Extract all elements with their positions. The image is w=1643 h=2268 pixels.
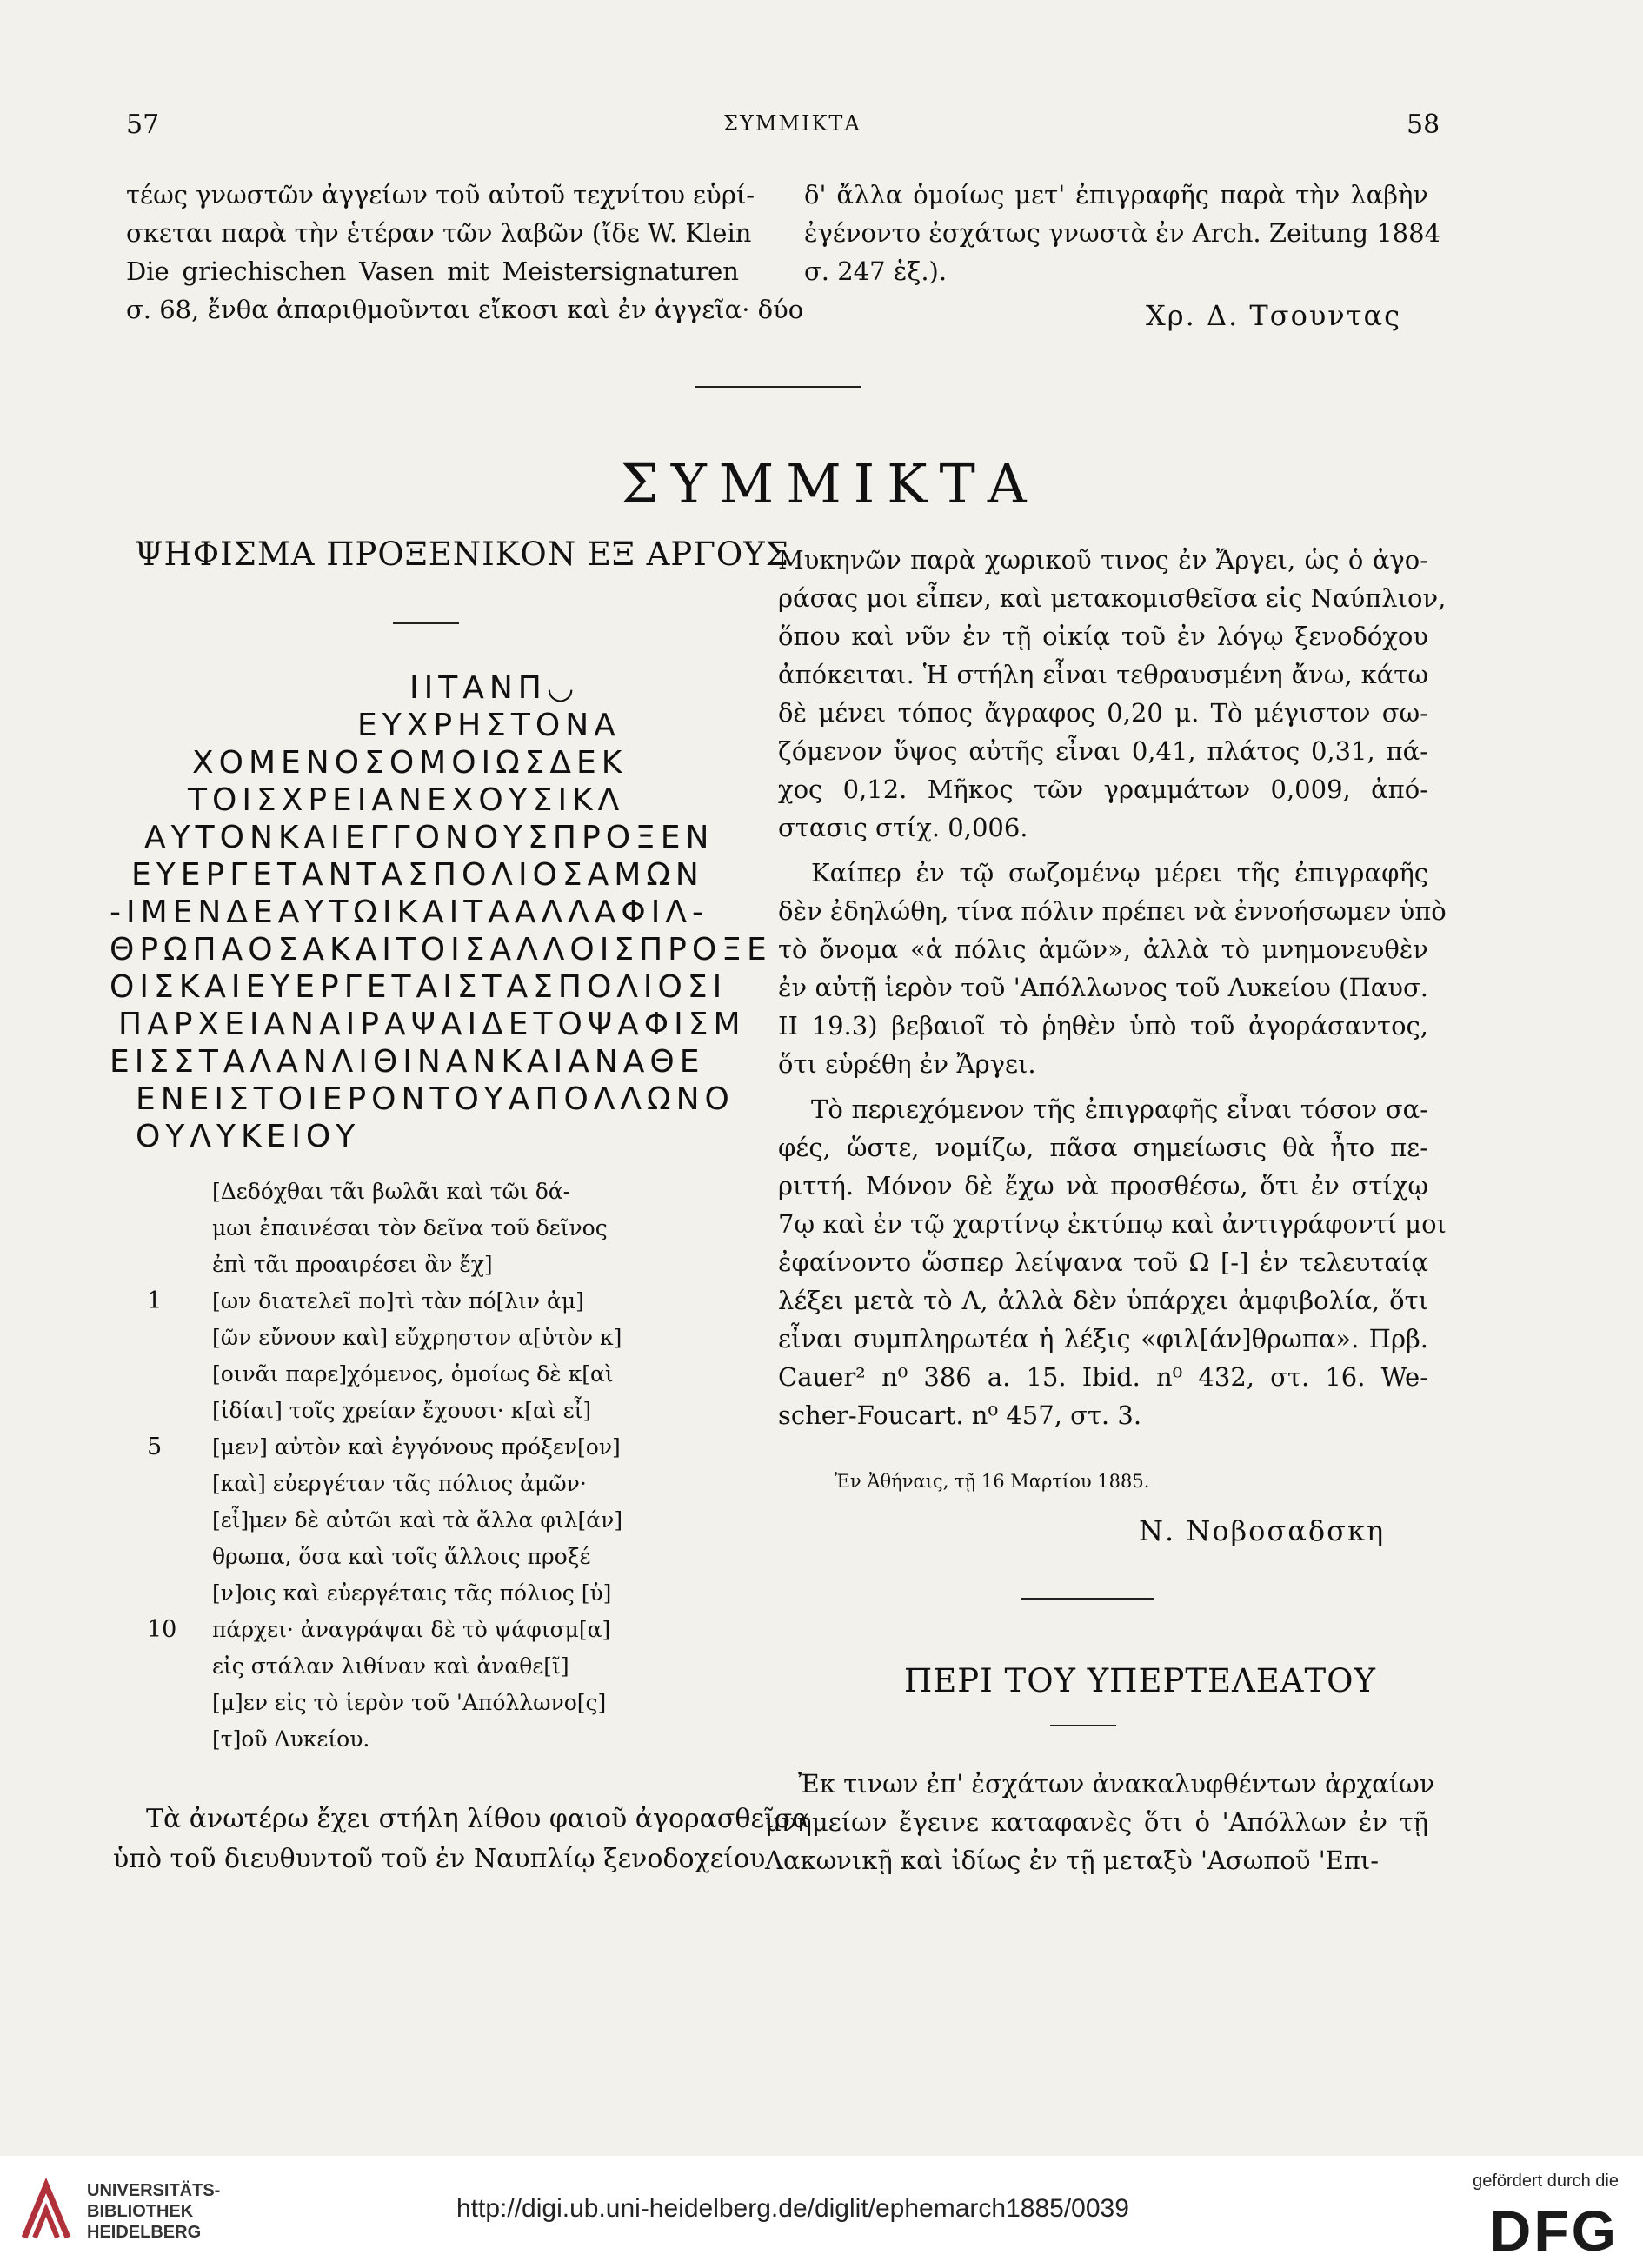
inscription-line: ΕΥΧΡΗΣΤΟΝΑ (357, 708, 621, 743)
signature-novosadsky: Ν. Νοβοσαδσκη (1139, 1514, 1386, 1547)
text-line: τέως γνωστῶν ἀγγείων τοῦ αὐτοῦ τεχνίτου εὑρί- (126, 180, 755, 210)
right-paragraph-3 (778, 1090, 1447, 1434)
restoration-text: [ἰδίαι] τοῖς χρείαν ἔχουσι· κ[αὶ εἶ] (212, 1398, 592, 1423)
restoration-text: [μεν] αὐτὸν καὶ ἐγγόνους πρόξεν[ον] (212, 1434, 621, 1460)
restoration-text: [καὶ] εὐεργέταν τᾶς πόλιος ἀμῶν· (212, 1471, 587, 1496)
text-line: μνημείων ἔγεινε καταφανὲς ὅτι ὁ 'Απόλλων ἐν τῇ (765, 1807, 1428, 1837)
inscription-line: -ΙΜΕΝΔΕΑΥΤΩΙΚΑΙΤΑΑΛΛΑΦΙΛ- (110, 895, 708, 930)
text-line: σ. 247 ἑξ.). (804, 256, 948, 286)
article2-text (765, 1765, 1435, 1879)
restoration-line (212, 1356, 664, 1393)
text-line: σ. 68, ἔνθα ἀπαριθμοῦνται εἴκοσι καὶ ἐν ἀγγεῖα· δύο (126, 295, 804, 324)
text-line: ὑπὸ τοῦ διευθυντοῦ τοῦ ἐν Ναυπλίῳ ξενοδοχείου (113, 1844, 766, 1874)
line-number: 1 (147, 1287, 163, 1314)
restoration-line (147, 1429, 664, 1466)
restoration-line (212, 1247, 664, 1283)
restoration-line (147, 1283, 664, 1320)
text-line: Καίπερ ἐν τῷ σωζομένῳ μέρει τῆς ἐπιγραφῆς (811, 858, 1428, 888)
inscription-line: ΧΟΜΕΝΟΣΟΜΟΙΩΣΔΕΚ (192, 745, 628, 781)
text-line: ἐφαίνοντο ὥσπερ λείψανα τοῦ Ω [-] ἐν τελευταίᾳ (778, 1247, 1428, 1277)
inscription-line: ΠΑΡΧΕΙΑΝΑΙΡΑΨΑΙΔΕΤΟΨΑΦΙΣΜ (118, 1007, 746, 1042)
text-line: δ' ἄλλα ὁμοίως μετ' ἐπιγραφῆς παρὰ τὴν λαβὴν (804, 180, 1428, 210)
text-line: σκεται παρὰ τὴν ἑτέραν τῶν λαβῶν (ἴδε W. Klein (126, 218, 752, 248)
article1-title-rule (393, 622, 459, 624)
text-line: Λακωνικῇ καὶ ἰδίως ἐν τῇ μεταξὺ 'Ασωποῦ 'Επι- (765, 1846, 1380, 1875)
top-left-text (126, 176, 804, 329)
section-divider (695, 386, 861, 388)
restoration-line (212, 1210, 664, 1247)
restoration-line (212, 1393, 664, 1429)
inscription-majuscule (110, 669, 772, 1155)
right-paragraph-1 (778, 541, 1447, 847)
text-line: Μυκηνῶν παρὰ χωρικοῦ τινος ἐν Ἄργει, ὡς ὁ ἀγο- (778, 545, 1428, 575)
inscription-line: ΘΡΩΠΑΟΣΑΚΑΙΤΟΙΣΑΛΛΟΙΣΠΡΟΞΕ (110, 932, 772, 968)
inscription-line: ΕΙΣΣΤΑΛΑΝΛΙΘΙΝΑΝΚΑΙΑΝΑΘΕ (110, 1044, 705, 1080)
restoration-text: [οινᾶι παρε]χόμενος, ὁμοίως δὲ κ[αὶ (212, 1361, 614, 1387)
inscription-line: ΑΥΤΟΝΚΑΙΕΓΓΟΝΟΥΣΠΡΟΞΕΝ (144, 820, 715, 855)
top-signature: Χρ. Δ. Τσουντας (1146, 299, 1401, 332)
text-line: ἐγένοντο ἐσχάτως γνωστὰ ἐν Arch. Zeitung 1884 (804, 218, 1441, 248)
source-url-link[interactable]: http://digi.ub.uni-heidelberg.de/diglit/ephemarch1885/0039 (456, 2194, 1129, 2223)
article2-title-rule (1050, 1725, 1116, 1726)
restoration-text: [ῶν εὔνουν καὶ] εὔχρηστον α[ὑτὸν κ] (212, 1325, 622, 1350)
page-number-left: 57 (126, 110, 160, 140)
inscription-line: ΕΝΕΙΣΤΟΙΕΡΟΝΤΟΥΑΠΟΛΛΩΝΟ (136, 1081, 735, 1117)
text-line: 7ῳ καὶ ἐν τῷ χαρτίνῳ ἐκτύπῳ καὶ ἀντιγράφοντί μοι (778, 1209, 1447, 1239)
restoration-text: θρωπα, ὅσα καὶ τοῖς ἄλλοις προξέ (212, 1544, 591, 1569)
restoration-line (147, 1612, 664, 1648)
restoration-text: [ν]οις καὶ εὐεργέταις τᾶς πόλιος [ὑ] (212, 1580, 612, 1606)
university-library-logo-icon (16, 2177, 76, 2246)
restoration-text: εἰς στάλαν λιθίναν καὶ ἀναθε[ῖ] (212, 1653, 569, 1679)
text-line: χος 0,12. Μῆκος τῶν γραμμάτων 0,009, ἀπό- (778, 775, 1428, 804)
restoration-line (212, 1685, 664, 1721)
funded-by-label: gefördert durch die (1473, 2172, 1619, 2191)
restoration-line (212, 1539, 664, 1575)
text-line: ὅπου καὶ νῦν ἐν τῇ οἰκίᾳ τοῦ ἐν λόγῳ ξενοδόχου (778, 622, 1428, 651)
article2-divider (1021, 1598, 1154, 1600)
text-line: ράσας μοι εἶπεν, καὶ μετακομισθεῖσα εἰς Ναύπλιον, (778, 583, 1447, 613)
left-bottom-text (113, 1799, 810, 1879)
text-line: εἶναι συμπληρωτέα ἡ λέξις «φιλ[άν]θρωπα». Πρβ. (778, 1324, 1428, 1353)
line-number: 10 (147, 1616, 177, 1643)
article2-title: ΠΕΡΙ ΤΟΥ ΥΠΕΡΤΕΛΕΑΤΟΥ (904, 1662, 1376, 1699)
restoration-line (212, 1575, 664, 1612)
restoration-line (212, 1502, 664, 1539)
restoration-text: [εἶ]μεν δὲ αὐτῶι καὶ τὰ ἄλλα φιλ[άν] (212, 1507, 623, 1533)
restoration-text: ἐπὶ τᾶι προαιρέσει ἂν ἔχ] (212, 1252, 493, 1277)
text-line: τὸ ὄνομα «ἁ πόλις ἀμῶν», ἀλλὰ τὸ μνημονευθὲν (778, 934, 1428, 964)
restoration-line (212, 1174, 664, 1210)
text-line: Τὰ ἀνωτέρω ἔχει στήλη λίθου φαιοῦ ἀγορασθεῖσα (146, 1804, 810, 1834)
right-paragraph-2 (778, 854, 1447, 1083)
restoration-text: [μ]εν εἰς τὸ ἱερὸν τοῦ 'Απόλλωνο[ς] (212, 1690, 607, 1715)
text-line: λέξει μετὰ τὸ Λ, ἀλλὰ δὲν ὑπάρχει ἀμφιβολία, ὅτι (778, 1286, 1428, 1315)
text-line: ριττή. Μόνον δὲ ἔχω νὰ προσθέσω, ὅτι ἐν στίχῳ (778, 1171, 1428, 1201)
text-line: δὲ μένει τόπος ἄγραφος 0,20 μ. Τὸ μέγιστον σω- (778, 698, 1428, 728)
restoration-line (212, 1648, 664, 1685)
digital-library-footer (0, 2156, 1643, 2268)
text-line: ζόμενον ὕψος αὐτῆς εἶναι 0,41, πλάτος 0,31, πά- (778, 736, 1428, 766)
article1-title: ΨΗΦΙΣΜΑ ΠΡΟΞΕΝΙΚΟΝ ΕΞ ΑΡΓΟΥΣ (135, 535, 789, 573)
text-line: ΙΙ 19.3) βεβαιοῖ τὸ ῥηθὲν ὑπὸ τοῦ ἀγοράσαντος, (778, 1011, 1428, 1041)
inscription-line: ΙΙΤΑΝΠ◡ (409, 670, 580, 706)
library-name (87, 2180, 220, 2243)
text-line: φές, ὥστε, νομίζω, πᾶσα σημείωσις θὰ ἦτο πε- (778, 1133, 1428, 1162)
text-line: scher-Foucart. n⁰ 457, στ. 3. (778, 1400, 1142, 1430)
restoration-text: [ων διατελεῖ πο]τὶ τὰν πό[λιν ἀμ] (212, 1288, 584, 1314)
dateline: Ἐν Ἀθήναις, τῇ 16 Μαρτίου 1885. (835, 1471, 1150, 1492)
running-title: ΣΥΜΜΙΚΤΑ (723, 111, 861, 136)
restoration-line (212, 1466, 664, 1502)
dfg-logo: DFG (1489, 2198, 1619, 2263)
restoration-text: [Δεδόχθαι τᾶι βωλᾶι καὶ τῶι δά- (212, 1179, 571, 1204)
text-line: ἀπόκειται. Ἡ στήλη εἶναι τεθραυσμένη ἄνω, κάτω (778, 660, 1428, 689)
library-name-line: UNIVERSITÄTS- (87, 2181, 221, 2200)
text-line: Τὸ περιεχόμενον τῆς ἐπιγραφῆς εἶναι τόσον σα- (811, 1094, 1428, 1124)
line-number: 5 (147, 1433, 163, 1460)
restoration-text: μωι ἐπαινέσαι τὸν δεῖνα τοῦ δεῖνος (212, 1215, 608, 1240)
text-line: Die griechischen Vasen mit Meistersignaturen (126, 256, 739, 286)
restoration-text: [τ]οῦ Λυκείου. (212, 1726, 370, 1752)
text-line: στασις στίχ. 0,006. (778, 813, 1028, 842)
text-line: Ἐκ τινων ἐπ' ἐσχάτων ἀνακαλυφθέντων ἀρχαίων (798, 1769, 1435, 1799)
restoration-line (212, 1721, 664, 1758)
restoration-text: πάρχει· ἀναγράψαι δὲ τὸ ψάφισμ[α] (212, 1617, 611, 1642)
inscription-line: ΟΙΣΚΑΙΕΥΕΡΓΕΤΑΙΣΤΑΣΠΟΛΙΟΣΙ (110, 969, 728, 1005)
inscription-line: ΕΥΕΡΓΕΤΑΝΤΑΣΠΟΛΙΟΣΑΜΩΝ (131, 857, 704, 893)
text-line: δὲν ἐδηλώθη, τίνα πόλιν πρέπει νὰ ἐννοήσωμεν ὑπὸ (778, 896, 1447, 926)
text-line: ἐν αὐτῇ ἱερὸν τοῦ 'Απόλλωνος τοῦ Λυκείου (Παυσ. (778, 973, 1428, 1002)
section-title: ΣΥΜΜΙΚΤΑ (621, 452, 1039, 515)
text-line: ὅτι εὑρέθη ἐν Ἄργει. (778, 1049, 1036, 1079)
page-number-right: 58 (1407, 110, 1440, 140)
top-right-text (804, 176, 1441, 290)
inscription-line: ΟΥΛΥΚΕΙΟΥ (136, 1119, 361, 1154)
library-name-line: HEIDELBERG (87, 2223, 202, 2242)
library-name-line: BIBLIOTHEK (87, 2202, 194, 2221)
inscription-line: ΤΟΙΣΧΡΕΙΑΝΕΧΟΥΣΙΚΛ (188, 782, 625, 818)
restoration-line (212, 1320, 664, 1356)
inscription-restoration (147, 1174, 664, 1758)
text-line: Cauer² n⁰ 386 a. 15. Ibid. n⁰ 432, στ. 16. We- (778, 1362, 1428, 1392)
